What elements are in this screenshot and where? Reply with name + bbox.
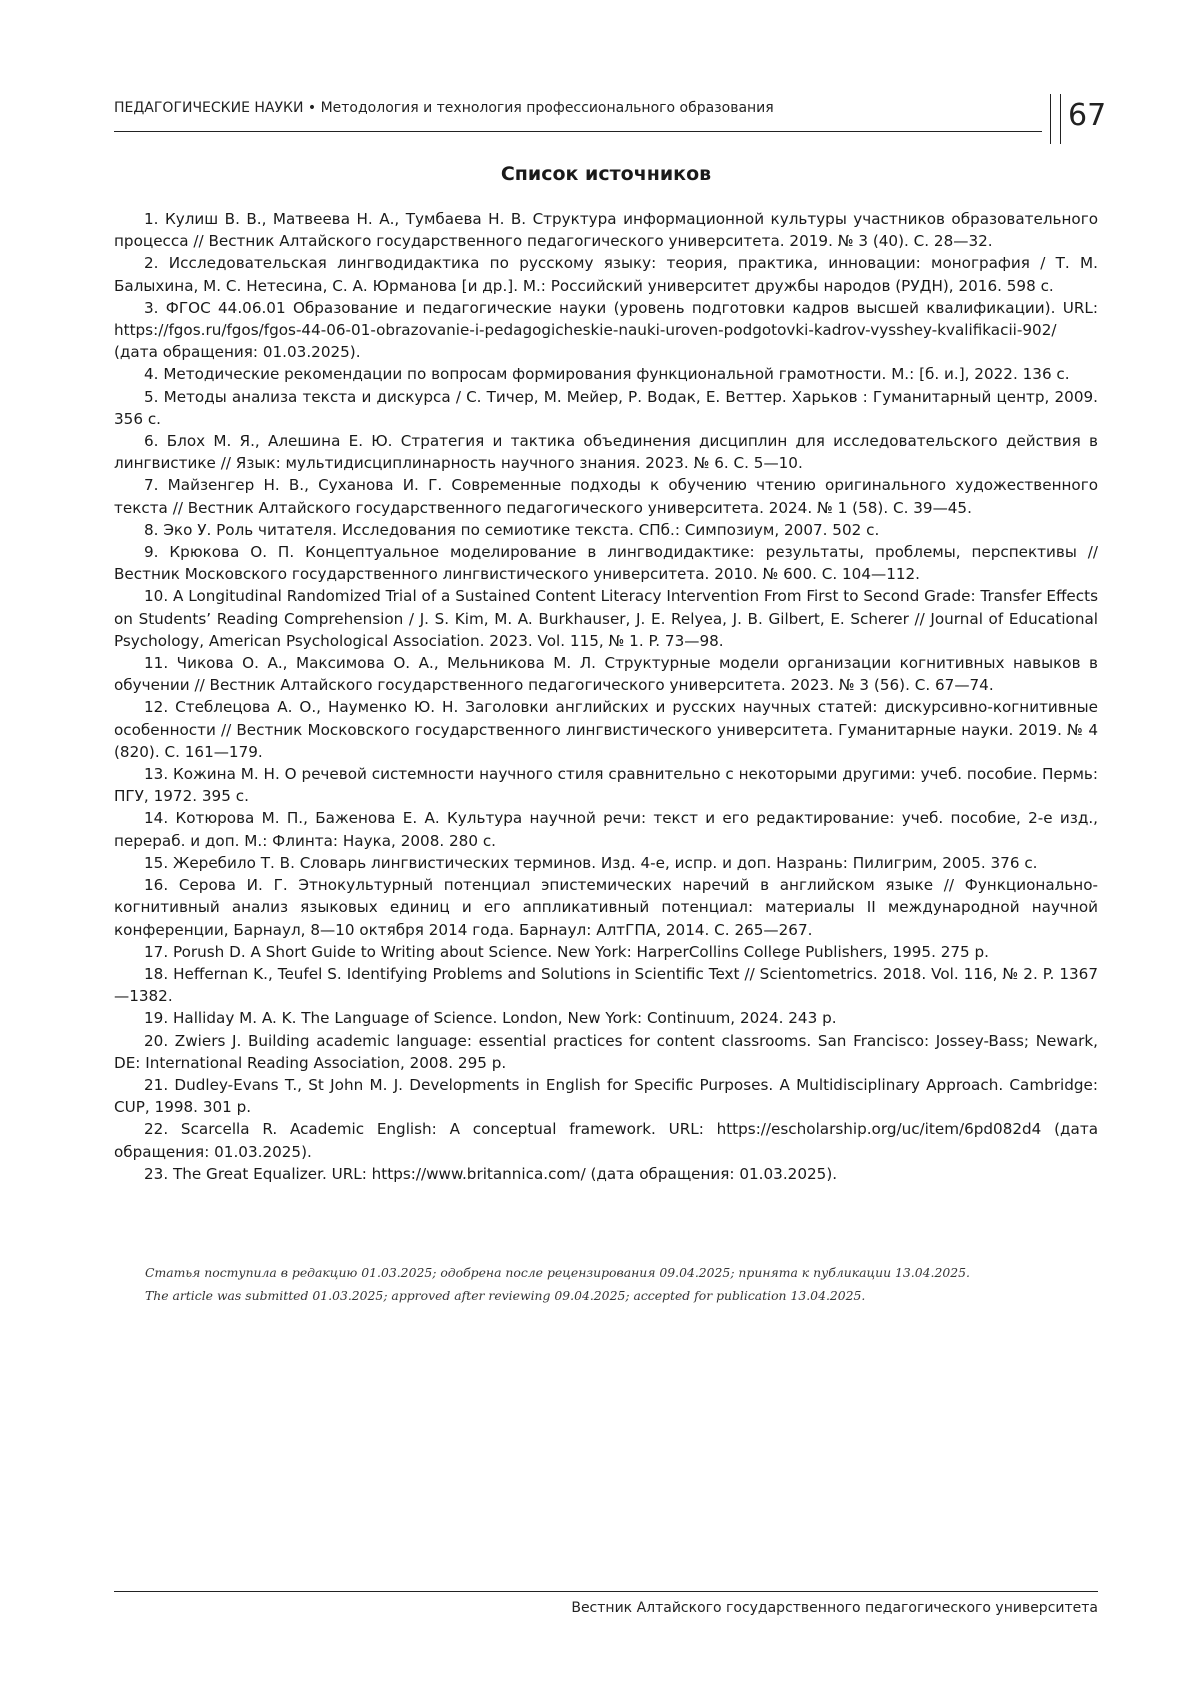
reference-item: 3. ФГОС 44.06.01 Образование и педагогические науки (уровень подготовки кадров высшей квалификации). URL: https://fgos.ru/fgos/fgos-44-06-01-obrazovanie-i-pedagogicheskie-nauki-uroven-podgotovki-kadrov-vysshey-kvalifikacii-902/ (дата обращения: 01.03.2025). (114, 298, 1098, 362)
reference-item: 7. Майзенгер Н. В., Суханова И. Г. Современные подходы к обучению чтению оригинального художественного текста // Вестник Алтайского государственного педагогического университета. 2024. № 1 (58). С. 39—45. (114, 476, 1098, 517)
reference-item: 8. Эко У. Роль читателя. Исследования по семиотике текста. СПб.: Симпозиум, 2007. 502 с. (144, 520, 880, 539)
header-rule (114, 131, 1042, 132)
reference-item: 13. Кожина М. Н. О речевой системности научного стиля сравнительно с некоторыми другими: учеб. пособие. Пермь: ПГУ, 1972. 395 с. (114, 765, 1098, 806)
submission-note-ru: Статья поступила в редакцию 01.03.2025; одобрена после рецензирования 09.04.2025; принята к публикации 13.04.2025. (145, 1265, 970, 1280)
reference-item: 5. Методы анализа текста и дискурса / С. Тичер, М. Мейер, Р. Водак, Е. Веттер. Харьков : Гуманитарный центр, 2009. 356 с. (114, 387, 1098, 428)
reference-item: 15. Жеребило Т. В. Словарь лингвистических терминов. Изд. 4-е, испр. и доп. Назрань: Пилигрим, 2005. 376 с. (144, 853, 1038, 872)
reference-item: 12. Стеблецова А. О., Науменко Ю. Н. Заголовки английских и русских научных статей: дискурсивно-когнитивные особенности // Вестник Московского государственного лингвистического университета. Гуманитарные науки. 2019. № 4 (820). С. 161—179. (114, 698, 1098, 761)
reference-item: 20. Zwiers J. Building academic language: essential practices for content classrooms. San Francisco: Jossey-Bass; Newark, DE: International Reading Association, 2008. 295 p. (114, 1031, 1098, 1072)
page-number-bars (1050, 94, 1061, 144)
reference-item: 2. Исследовательская лингводидактика по русскому языку: теория, практика, инновации: монография / Т. М. Балыхина, М. С. Нетесина, С. А. Юрманова [и др.]. М.: Российский университет дружбы народов (РУДН), 2016. 598 с. (114, 254, 1098, 295)
reference-item: 4. Методические рекомендации по вопросам формирования функциональной грамотности. М.: [б. и.], 2022. 136 с. (144, 365, 1070, 384)
reference-item: 11. Чикова О. А., Максимова О. А., Мельникова М. Л. Структурные модели организации когнитивных навыков в обучении // Вестник Алтайского государственного педагогического университета. 2023. № 3 (56). С. 67—74. (114, 654, 1098, 695)
running-header: ПЕДАГОГИЧЕСКИЕ НАУКИ • Методология и технология профессионального образования (114, 100, 774, 116)
page-number: 67 (1068, 98, 1107, 133)
reference-item: 21. Dudley-Evans T., St John M. J. Developments in English for Specific Purposes. A Multidisciplinary Approach. Cambridge: CUP, 1998. 301 p. (114, 1075, 1098, 1117)
journal-footer: Вестник Алтайского государственного педагогического университета (571, 1600, 1098, 1616)
reference-item: 17. Porush D. A Short Guide to Writing about Science. New York: HarperCollins College Publishers, 1995. 275 p. (144, 942, 990, 961)
reference-item: 22. Scarcella R. Academic English: A conceptual framework. URL: https://escholarship.org/uc/item/6pd082d4 (дата обращения: 01.03.2025). (114, 1120, 1098, 1161)
reference-item: 10. A Longitudinal Randomized Trial of a Sustained Content Literacy Intervention From First to Second Grade: Transfer Effects on Students’ Reading Comprehension / J. S. Kim, M. A. Burkhauser, J. E. Relyea, J. B. Gilbert, E. Scherer // Journal of Educational Psychology, American Psychological Association. 2023. Vol. 115, № 1. P. 73—98. (114, 587, 1098, 650)
reference-item: 6. Блох М. Я., Алешина Е. Ю. Стратегия и тактика объединения дисциплин для исследовательского действия в лингвистике // Язык: мультидисциплинарность научного знания. 2023. № 6. С. 5—10. (114, 432, 1098, 473)
reference-item: 9. Крюкова О. П. Концептуальное моделирование в лингводидактике: результаты, проблемы, перспективы // Вестник Московского государственного лингвистического университета. 2010. № 600. С. 104—112. (114, 543, 1098, 584)
footer-rule (114, 1591, 1098, 1592)
reference-item: 1. Кулиш В. В., Матвеева Н. А., Тумбаева Н. В. Структура информационной культуры участников образовательного процесса // Вестник Алтайского государственного педагогического университета. 2019. № 3 (40). С. 28—32. (114, 210, 1098, 251)
section-title: Список источников (500, 163, 712, 185)
reference-item: 23. The Great Equalizer. URL: https://www.britannica.com/ (дата обращения: 01.03.2025). (144, 1164, 838, 1183)
submission-note-en: The article was submitted 01.03.2025; approved after reviewing 09.04.2025; accepted for publication 13.04.2025. (145, 1288, 866, 1303)
reference-list (114, 208, 1098, 1185)
reference-item: 18. Heffernan K., Teufel S. Identifying Problems and Solutions in Scientific Text // Scientometrics. 2018. Vol. 116, № 2. P. 1367—1382. (114, 964, 1098, 1006)
reference-item: 14. Котюрова М. П., Баженова Е. А. Культура научной речи: текст и его редактирование: учеб. пособие, 2-е изд., перераб. и доп. М.: Флинта: Наука, 2008. 280 с. (114, 809, 1098, 850)
reference-item: 19. Halliday M. A. K. The Language of Science. London, New York: Continuum, 2024. 243 p. (144, 1009, 837, 1028)
reference-item: 16. Серова И. Г. Этнокультурный потенциал эпистемических наречий в английском языке // Функционально-когнитивный анализ языковых единиц и его аппликативный потенциал: материалы II международной научной конференции, Барнаул, 8—10 октября 2014 года. Барнаул: АлтГПА, 2014. С. 265—267. (114, 876, 1098, 939)
